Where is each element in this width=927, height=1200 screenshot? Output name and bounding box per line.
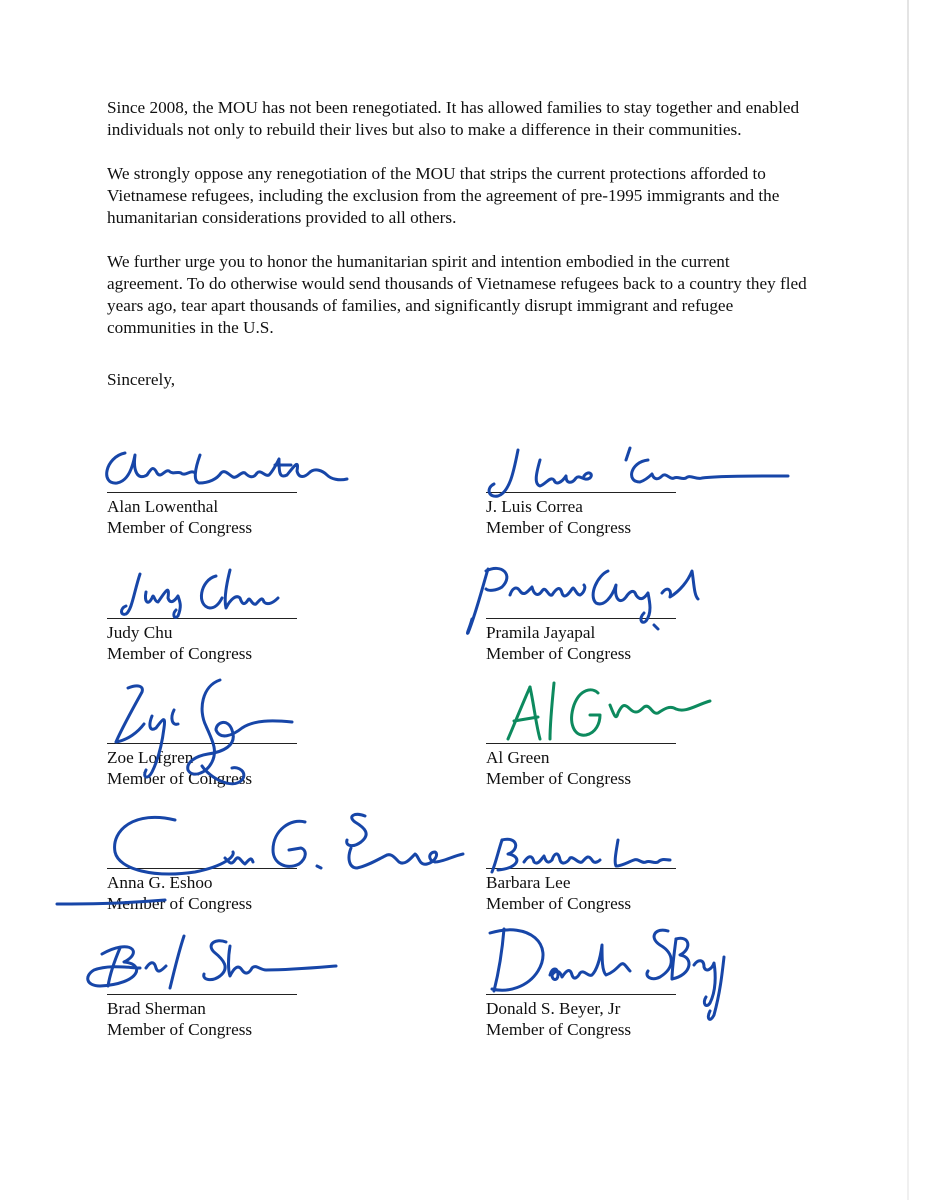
- closing: Sincerely,: [107, 370, 176, 389]
- signatory-title: Member of Congress: [486, 1020, 632, 1039]
- signatory-name: Barbara Lee: [486, 873, 571, 892]
- signatory-title: Member of Congress: [486, 894, 632, 913]
- signatory-name: Pramila Jayapal: [486, 623, 596, 642]
- signatory-name: Judy Chu: [107, 623, 173, 642]
- signature-line: [107, 492, 297, 493]
- signature-line: [107, 994, 297, 995]
- signatory-title: Member of Congress: [486, 769, 632, 788]
- signature-line: [486, 743, 676, 744]
- signature-line: [486, 868, 676, 869]
- paragraph-renegotiation: Since 2008, the MOU has not been renegotiated. It has allowed families to stay together and enabled individuals not only to rebuild their lives but also to make a difference in their communities.: [107, 98, 800, 139]
- paragraph-urge: We further urge you to honor the humanitarian spirit and intention embodied in the current agreement. To do otherwise would send thousands of Vietnamese refugees back to a country they fled years ago, tear apart thousands of families, and significantly disrupt immigrant and refugee communities in the U.S.: [107, 252, 807, 337]
- paragraph-opposition: We strongly oppose any renegotiation of the MOU that strips the current protections afforded to Vietnamese refugees, including the exclusion from the agreement of pre-1995 immigrants and the humanitarian considerations provided to all others.: [107, 164, 780, 227]
- signature-line: [486, 492, 676, 493]
- signatory-name: Donald S. Beyer, Jr: [486, 999, 621, 1018]
- signatory-title: Member of Congress: [107, 518, 253, 537]
- signature-line: [107, 743, 297, 744]
- signature-sherman: [80, 928, 340, 998]
- signatory-name: Brad Sherman: [107, 999, 206, 1018]
- signature-green: [500, 675, 720, 750]
- signature-lowenthal: [95, 435, 360, 500]
- signatory-title: Member of Congress: [486, 644, 632, 663]
- signatory-title: Member of Congress: [107, 894, 253, 913]
- letter-body: [107, 97, 807, 361]
- scan-edge: [907, 0, 909, 1200]
- signature-line: [486, 618, 676, 619]
- signatory-name: Anna G. Eshoo: [107, 873, 213, 892]
- signatory-name: Al Green: [486, 748, 550, 767]
- signature-line: [107, 618, 297, 619]
- signatory-title: Member of Congress: [107, 1020, 253, 1039]
- signatory-name: J. Luis Correa: [486, 497, 583, 516]
- signatory-title: Member of Congress: [107, 769, 253, 788]
- signature-line: [107, 868, 297, 869]
- signatory-name: Zoe Lofgren: [107, 748, 194, 767]
- signatory-title: Member of Congress: [486, 518, 632, 537]
- signatory-title: Member of Congress: [107, 644, 253, 663]
- signature-line: [486, 994, 676, 995]
- signatory-name: Alan Lowenthal: [107, 497, 219, 516]
